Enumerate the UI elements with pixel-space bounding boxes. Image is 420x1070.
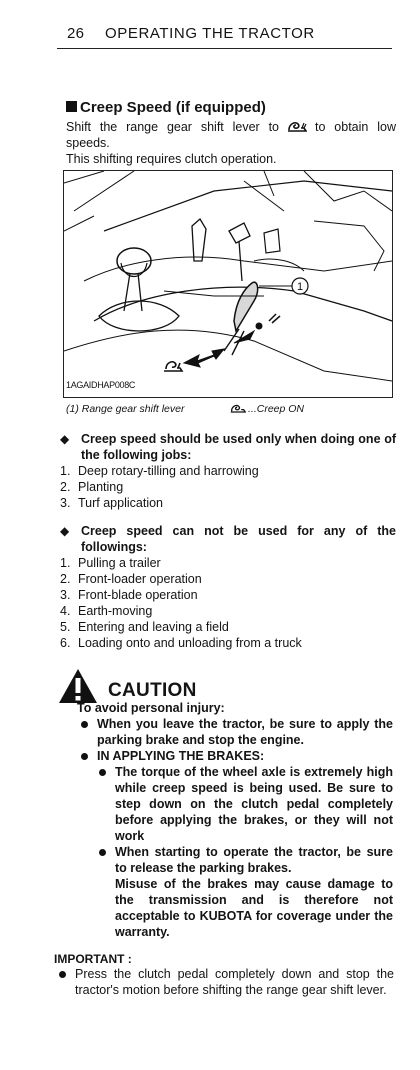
intro-text-after: to obtain low speeds. (66, 120, 396, 150)
not-use-list (60, 555, 302, 651)
list-item: 4. Earth-moving (60, 604, 153, 618)
section-intro (66, 119, 396, 167)
caution-body (77, 700, 393, 940)
use-heading-text: Creep speed should be used only when doing one of the following jobs: (81, 432, 396, 462)
caption-snail-icon (230, 403, 246, 413)
list-item: 3. Turf application (60, 496, 163, 510)
warning-triangle-icon (58, 668, 98, 704)
figure-caption-creep (230, 403, 304, 415)
caution-subitem: The torque of the wheel axle is extremely high while creep speed is being used. Be sure to step down on the clutch pedal completely before applying the brakes, or they will not work (77, 764, 393, 844)
use-heading (60, 431, 396, 463)
creep-snail-icon (287, 120, 307, 132)
figure-snail-icon (164, 362, 182, 371)
bullet-dot-icon (99, 769, 106, 776)
gear-lever-illustration (64, 171, 392, 397)
list-item: 2. Planting (60, 480, 124, 494)
chapter-title: OPERATING THE TRACTOR (105, 25, 315, 42)
figure-illustration (63, 170, 393, 398)
not-use-heading-text: Creep speed can not be used for any of the followings: (81, 524, 396, 554)
callout-marker (259, 278, 308, 294)
not-use-heading (60, 523, 396, 555)
caution-intro: To avoid personal injury: (77, 701, 225, 715)
caution-subitem-continuation: Misuse of the brakes may cause damage to the transmission and is therefore not acceptable to KUBOTA for coverage under the warranty. (115, 877, 393, 939)
diamond-bullet-icon: ◆ (60, 432, 70, 446)
intro-line-2: This shifting requires clutch operation. (66, 152, 277, 166)
section-title (66, 99, 266, 116)
important-text: Press the clutch pedal completely down and stop the tractor's motion before shifting the range gear shift lever. (75, 967, 394, 997)
list-item: 2. Front-loader operation (60, 572, 202, 586)
list-item: 1. Pulling a trailer (60, 556, 161, 570)
bullet-dot-icon (99, 849, 106, 856)
figure-caption-lever: (1) Range gear shift lever (66, 403, 185, 415)
page-number: 26 (67, 25, 85, 42)
diamond-bullet-icon: ◆ (60, 524, 70, 538)
figure-code: 1AGAIDHAP008C (66, 380, 136, 390)
caution-item: When you leave the tractor, be sure to apply the parking brake and stop the engine. (77, 716, 393, 748)
caution-subitem: When starting to operate the tractor, be sure to release the parking brakes. (77, 844, 393, 876)
bullet-dot-icon (59, 971, 66, 978)
important-label: IMPORTANT : (54, 952, 132, 966)
square-bullet-icon (66, 101, 77, 112)
list-item: 5. Entering and leaving a field (60, 620, 229, 634)
caution-item: IN APPLYING THE BRAKES: (77, 748, 393, 764)
list-item: 3. Front-blade operation (60, 588, 198, 602)
bullet-dot-icon (81, 753, 88, 760)
header-rule (57, 48, 392, 49)
list-item: 1. Deep rotary-tilling and harrowing (60, 464, 259, 478)
important-body (54, 966, 394, 998)
bullet-dot-icon (81, 721, 88, 728)
list-item: 6. Loading onto and unloading from a truck (60, 636, 302, 650)
caution-heading: CAUTION (108, 680, 197, 701)
intro-text-before: Shift the range gear shift lever to (66, 120, 280, 134)
caption-creep-text: ...Creep ON (248, 403, 305, 415)
use-list (60, 463, 259, 511)
section-title-text: Creep Speed (if equipped) (80, 99, 266, 116)
callout-number: 1 (296, 281, 304, 293)
